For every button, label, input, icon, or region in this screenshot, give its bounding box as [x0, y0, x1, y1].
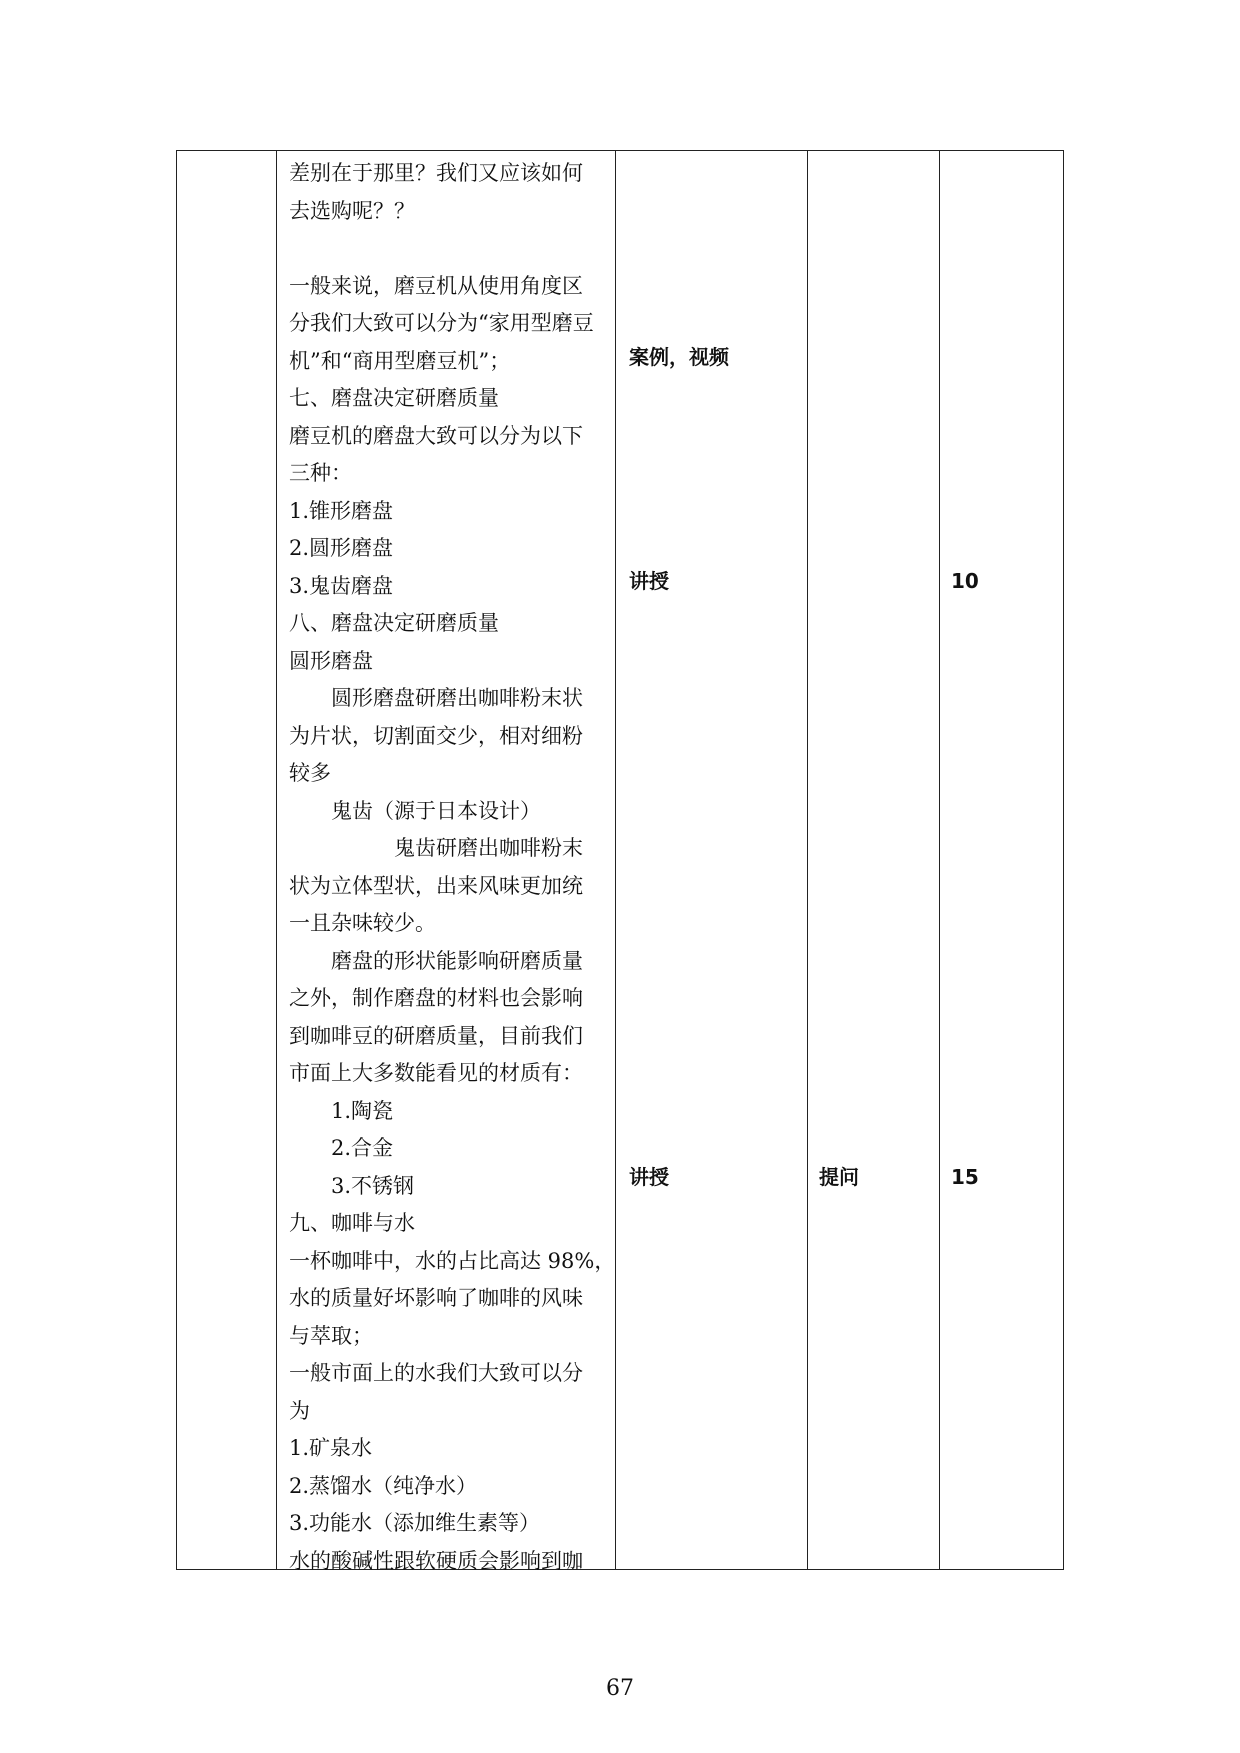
content-line: 1.锥形磨盘 [289, 498, 394, 523]
method-cell: 讲授 [629, 569, 669, 593]
content-line: 八、磨盘决定研磨质量 [289, 611, 499, 635]
content-line: 一般市面上的水我们大致可以分 [289, 1361, 583, 1385]
content-line: 3.功能水（添加维生素等） [289, 1511, 541, 1535]
content-line: 分我们大致可以分为“家用型磨豆 [289, 311, 594, 335]
content-line: 与萃取； [289, 1323, 373, 1348]
content-line: 状为立体型状，出来风味更加统 [289, 873, 583, 898]
content-line: 1.矿泉水 [289, 1436, 373, 1460]
teaching-content-column [289, 155, 616, 1580]
time-cell: 15 [951, 1165, 979, 1189]
content-line: 一且杂味较少。 [289, 911, 436, 935]
content-line: 2.合金 [331, 1136, 394, 1160]
content-line: 水的质量好坏影响了咖啡的风味 [289, 1286, 583, 1310]
content-line: 磨豆机的磨盘大致可以分为以下 [289, 423, 583, 448]
column-divider [276, 151, 277, 1569]
content-line: 圆形磨盘 [289, 648, 373, 673]
content-line: 之外，制作磨盘的材料也会影响 [289, 986, 583, 1010]
time-cell: 10 [951, 569, 979, 593]
content-line: 为 [289, 1398, 310, 1423]
content-line: 鬼齿（源于日本设计） [331, 798, 541, 823]
method-cell: 讲授 [629, 1165, 669, 1189]
content-line: 1.陶瓷 [331, 1098, 394, 1123]
column-divider [615, 151, 616, 1569]
content-line: 一般来说，磨豆机从使用角度区 [289, 273, 583, 298]
content-line: 2.圆形磨盘 [289, 536, 394, 560]
content-line: 七、磨盘决定研磨质量 [289, 386, 499, 410]
content-line: 到咖啡豆的研磨质量，目前我们 [289, 1023, 583, 1048]
lesson-plan-table [176, 150, 1064, 1573]
content-line: 差别在于那里？我们又应该如何 [289, 161, 583, 185]
content-line: 2.蒸馏水（纯净水） [289, 1473, 478, 1498]
activity-cell: 提问 [819, 1165, 859, 1189]
content-line: 市面上大多数能看见的材质有： [289, 1061, 583, 1085]
content-line: 一杯咖啡中，水的占比高达 98%， [289, 1248, 616, 1273]
content-line: 九、咖啡与水 [289, 1211, 415, 1235]
content-line: 去选购呢？？ [289, 198, 415, 223]
content-line: 三种： [289, 461, 352, 485]
column-divider [807, 151, 808, 1569]
content-line [289, 230, 609, 268]
content-line: 机”和“商用型磨豆机”； [289, 348, 511, 373]
method-cell: 案例，视频 [629, 345, 729, 369]
content-line: 较多 [289, 761, 331, 785]
content-line: 3.不锈钢 [331, 1173, 415, 1198]
content-line: 3.鬼齿磨盘 [289, 573, 394, 598]
content-line: 为片状，切割面交少，相对细粉 [289, 723, 583, 748]
page-number: 67 [606, 1676, 634, 1701]
content-line: 水的酸碱性跟软硬质会影响到咖 [289, 1548, 583, 1573]
column-divider [939, 151, 940, 1569]
content-line: 鬼齿研磨出咖啡粉末 [394, 836, 583, 860]
content-line: 磨盘的形状能影响研磨质量 [331, 948, 583, 973]
content-line: 圆形磨盘研磨出咖啡粉末状 [331, 686, 583, 710]
